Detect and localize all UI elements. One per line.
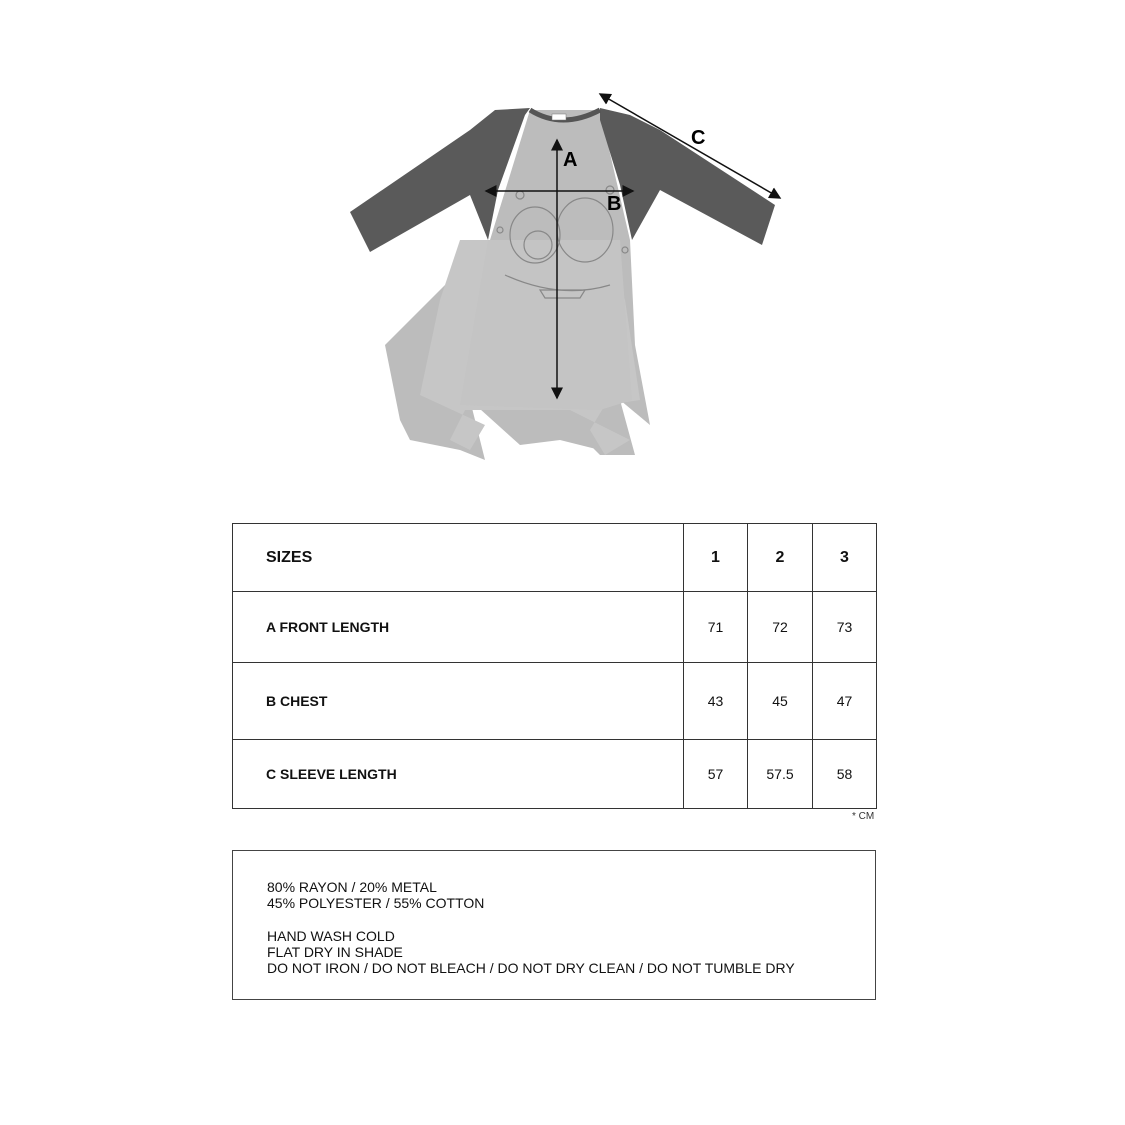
- label-a: A: [563, 149, 578, 171]
- care-instruction: DO NOT IRON / DO NOT BLEACH / DO NOT DRY CLEAN / DO NOT TUMBLE DRY: [267, 960, 795, 977]
- table-row: [233, 663, 877, 740]
- composition-line: 45% POLYESTER / 55% COTTON: [267, 895, 485, 912]
- cell-value: 45: [748, 663, 813, 740]
- table-row: [233, 592, 877, 663]
- size-header: 3: [813, 524, 877, 592]
- cell-value: 57.5: [748, 740, 813, 809]
- size-header: 1: [684, 524, 748, 592]
- cell-value: 71: [684, 592, 748, 663]
- garment-diagram: [0, 0, 1125, 500]
- cell-value: 47: [813, 663, 877, 740]
- cell-value: 73: [813, 592, 877, 663]
- cell-value: 72: [748, 592, 813, 663]
- unit-note: * CM: [852, 811, 875, 822]
- composition-line: 80% RAYON / 20% METAL: [267, 879, 437, 895]
- table-header-row: [233, 524, 877, 592]
- row-label: C SLEEVE LENGTH: [233, 740, 684, 809]
- care-box: [232, 850, 876, 1000]
- label-b: B: [607, 193, 622, 215]
- row-label: B CHEST: [233, 663, 684, 740]
- cell-value: 58: [813, 740, 877, 809]
- sizes-header: SIZES: [233, 524, 684, 592]
- table-row: [233, 740, 877, 809]
- cell-value: 43: [684, 663, 748, 740]
- size-header: 2: [748, 524, 813, 592]
- care-instruction: HAND WASH COLD: [267, 927, 395, 944]
- size-table: [232, 523, 877, 809]
- row-label: A FRONT LENGTH: [233, 592, 684, 663]
- care-instruction: FLAT DRY IN SHADE: [267, 943, 403, 960]
- cell-value: 57: [684, 740, 748, 809]
- label-c: C: [691, 127, 706, 149]
